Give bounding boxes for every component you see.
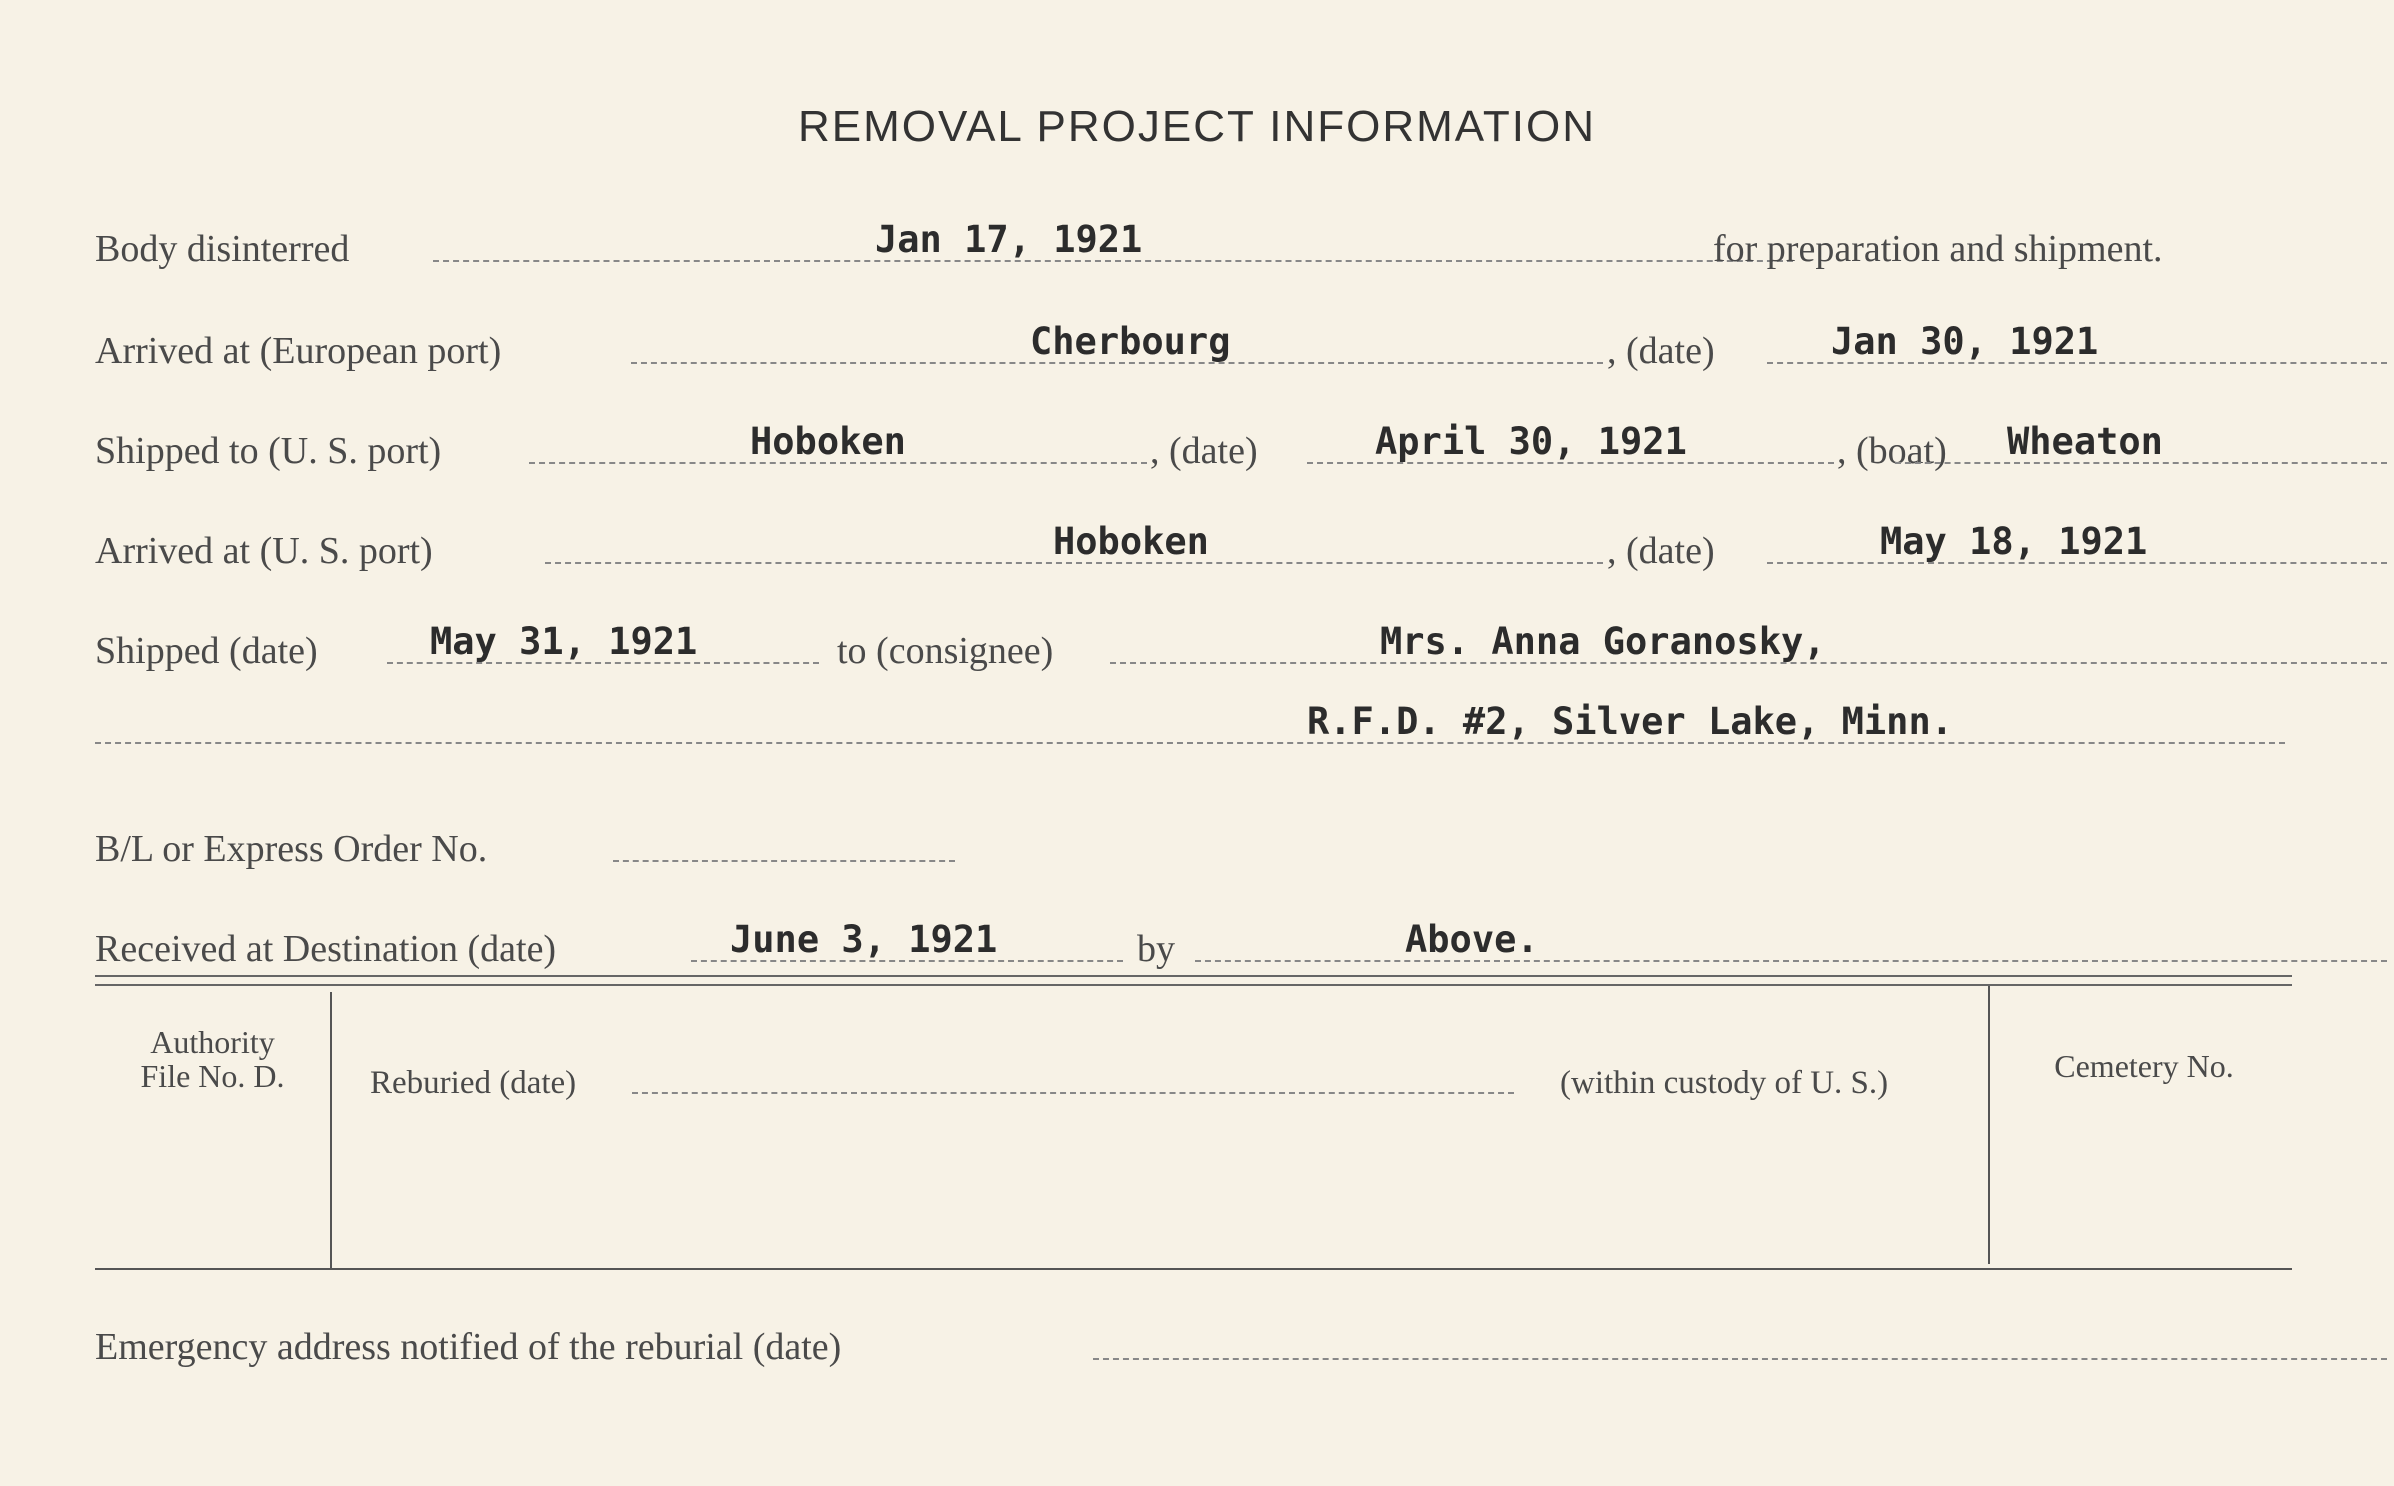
arrived-us-port-value: Hoboken xyxy=(1053,520,1209,563)
body-disinterred-value: Jan 17, 1921 xyxy=(875,218,1143,261)
arrived-us-port-label: Arrived at (U. S. port) xyxy=(95,530,433,572)
address-line xyxy=(95,742,2285,744)
consignee-label: to (consignee) xyxy=(837,630,1054,672)
box-top-rule-1 xyxy=(95,975,2292,977)
consignee-address-value: R.F.D. #2, Silver Lake, Minn. xyxy=(1307,700,1954,743)
row-european-port xyxy=(95,310,2292,370)
body-disinterred-label: Body disinterred xyxy=(95,228,350,270)
shipped-date-label: Shipped (date) xyxy=(95,630,318,672)
european-port-date-value: Jan 30, 1921 xyxy=(1831,320,2099,363)
arrived-us-date-value: May 18, 1921 xyxy=(1880,520,2148,563)
received-by-value: Above. xyxy=(1405,918,1539,961)
row-bl-order xyxy=(95,808,2292,868)
box-top-rule-2 xyxy=(95,984,2292,986)
box-bottom-rule xyxy=(95,1268,2292,1270)
row-received xyxy=(95,908,2292,968)
box-divider-right xyxy=(1988,986,1990,1264)
row-shipped-us-port xyxy=(95,410,2292,470)
body-disinterred-suffix: for preparation and shipment. xyxy=(1713,228,2163,270)
received-by-line xyxy=(1195,960,2387,962)
bl-order-line xyxy=(613,860,955,862)
bl-order-label: B/L or Express Order No. xyxy=(95,828,488,870)
european-port-date-label: , (date) xyxy=(1607,330,1715,372)
consignee-value: Mrs. Anna Goranosky, xyxy=(1380,620,1826,663)
shipped-date-value: May 31, 1921 xyxy=(430,620,698,663)
arrived-us-date-label: , (date) xyxy=(1607,530,1715,572)
european-port-label: Arrived at (European port) xyxy=(95,330,502,372)
row-shipped-consignee xyxy=(95,610,2292,670)
authority-label-line-1: Authority xyxy=(150,1024,275,1060)
custody-label: (within custody of U. S.) xyxy=(1560,1065,1889,1101)
received-date-value: June 3, 1921 xyxy=(730,918,998,961)
reburied-line xyxy=(632,1092,1514,1094)
authority-label-line-2: File No. D. xyxy=(140,1057,285,1094)
box-divider-left xyxy=(330,992,332,1270)
row-reburied xyxy=(370,1040,1970,1100)
received-label: Received at Destination (date) xyxy=(95,928,557,970)
shipped-us-date-label: , (date) xyxy=(1150,430,1258,472)
shipped-us-port-label: Shipped to (U. S. port) xyxy=(95,430,442,472)
shipped-us-boat-value: Wheaton xyxy=(2007,420,2163,463)
received-by-label: by xyxy=(1137,928,1175,970)
card-title: REMOVAL PROJECT INFORMATION xyxy=(798,102,1596,151)
reburied-label: Reburied (date) xyxy=(370,1065,577,1101)
shipped-us-boat-label: , (boat) xyxy=(1837,430,1947,472)
row-consignee-address xyxy=(95,690,2292,750)
european-port-value: Cherbourg xyxy=(1030,320,1231,363)
cemetery-no-label: Cemetery No. xyxy=(2054,1048,2234,1084)
row-arrived-us-port xyxy=(95,510,2292,570)
row-body-disinterred xyxy=(95,208,2292,268)
shipped-us-port-value: Hoboken xyxy=(750,420,906,463)
authority-file-label xyxy=(100,1026,325,1093)
emergency-line xyxy=(1093,1358,2387,1360)
row-emergency xyxy=(95,1306,2292,1366)
shipped-us-date-value: April 30, 1921 xyxy=(1375,420,1687,463)
emergency-label: Emergency address notified of the reburial (date) xyxy=(95,1326,842,1368)
